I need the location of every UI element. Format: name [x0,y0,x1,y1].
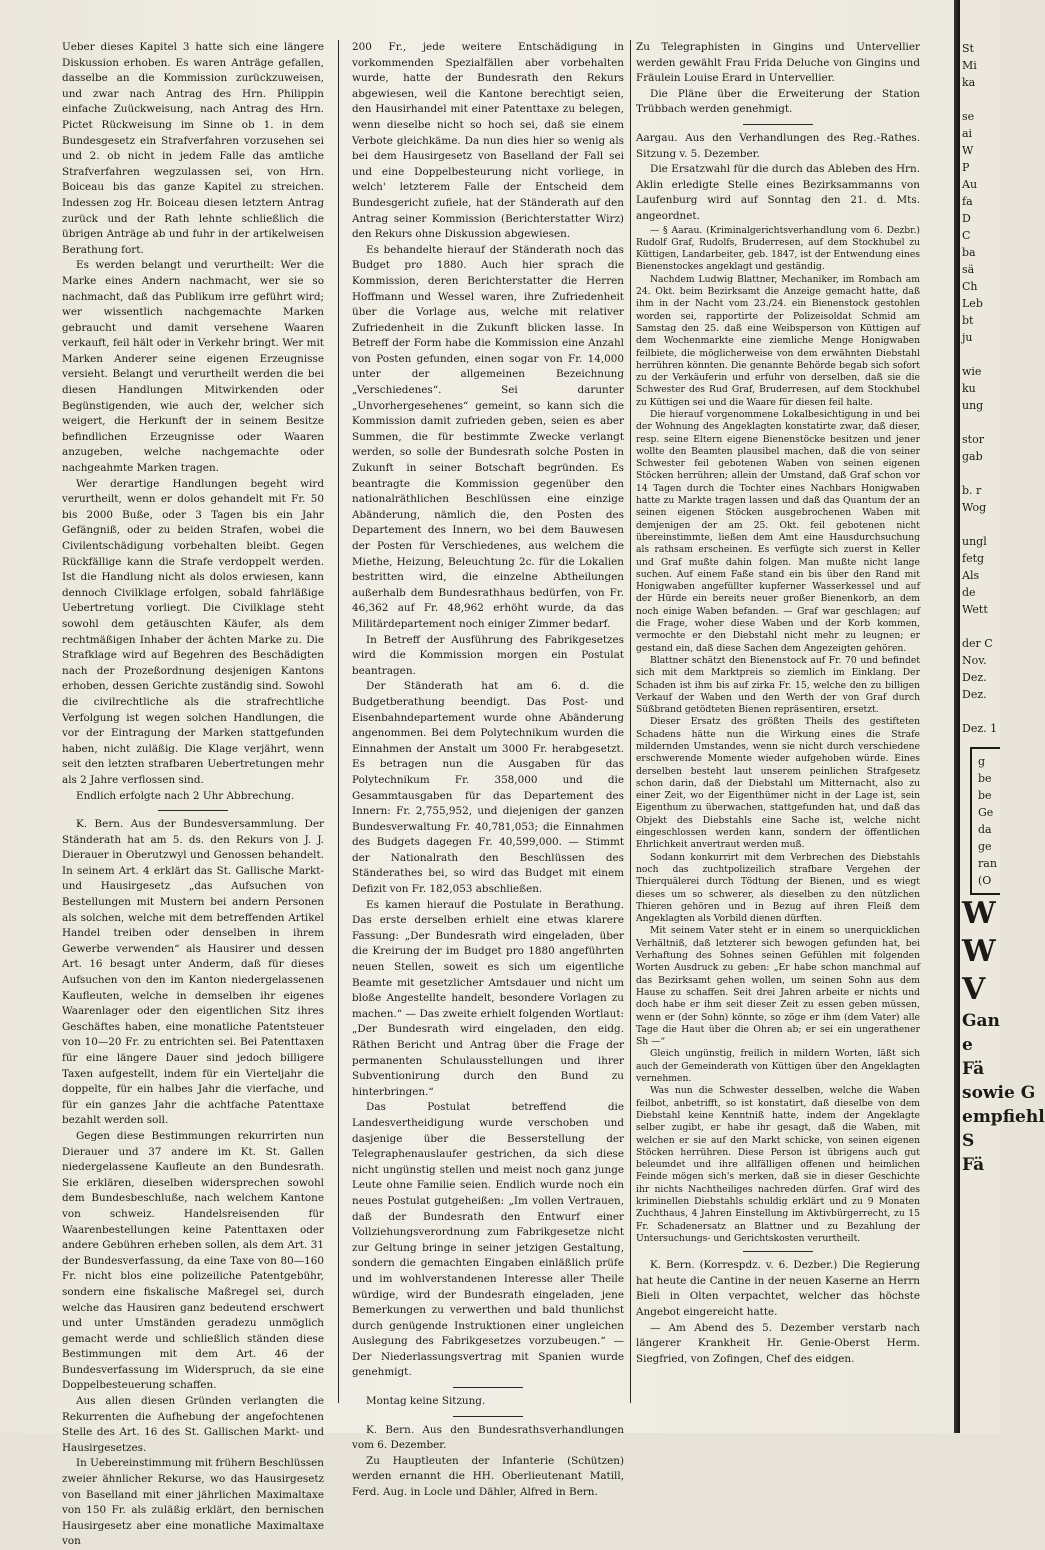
text-fragment: sä [962,263,975,276]
paragraph: Ueber dieses Kapitel 3 hatte sich eine längere Diskussion erhoben. Es waren Anträge gefallen, dasselbe an die Kommission zurückzuweisen, und zwar nach Antrag des Hrn. Philippin einfache Zuückweisung, nach Antrag des Hrn. Pictet Rückweisung im Sinne ob 1. in dem Bundesgesetz ein Strafverfahren vorzusehen sei und 2. ob nicht in jedem Falle das amtliche Strafverfahren wegzulassen sei, von Hrn. Boiceau bis das ganze Kapitel zu streichen. Indessen zog Hr. Boiceau diesen letztern Antrag zurück und der Rath lehnte schließlich die übrigen Anträge ab und fuhr in der artikelweisen Berathung fort. [62,41,324,256]
divider [453,1387,523,1388]
text-fragment: W [962,896,996,931]
text-fragment: be [978,789,992,802]
text-fragment: e [962,1035,973,1055]
aargau-item: Die Ersatzwahl für die durch das Ableben des Hrn. Aklin erledigte Stelle eines Bezirksammanns von Laufenburg wird auf Sonntag den 21. d. Mts. angeordnet. [636,163,920,222]
column-rule [630,40,631,1403]
text-fragment: g [978,755,986,768]
divider [453,1416,523,1417]
text-fragment: Mi [962,59,977,72]
column-2 [352,40,624,1501]
text-fragment [962,414,1000,431]
text-fragment: stor [962,433,984,446]
text-fragment [962,91,1000,108]
advert-box [970,747,1000,895]
text-fragment: ku [962,382,976,395]
paragraph: Zu Hauptleuten der Infanterie (Schützen) werden ernannt die HH. Oberlieutenant Matill, Ferd. Aug. in Locle und Dähler, Alfred in Bern. [352,1454,624,1499]
text-fragment: wie [962,365,982,378]
paragraph: Aus allen diesen Gründen verlangten die Rekurrenten die Aufhebung der angefochtenen Stelle des Art. 16 des St. Gallischen Markt- und Hausirgesetzes. [62,1395,324,1454]
text-fragment: Nov. [962,654,987,667]
aargau-heading: Aargau. Aus den Verhandlungen des Reg.-Rathes. Sitzung v. 5. Dezember. [636,131,920,160]
divider [158,810,228,811]
text-fragment: ge [978,840,992,853]
paragraph: Montag keine Sitzung. [366,1395,486,1408]
paragraph: Gleich ungünstig, freilich in mildern Worten, läßt sich auch der Gemeinderath von Küttigen über den Angeklagten vernehmen. [636,1048,920,1085]
paragraph: Es werden belangt und verurtheilt: Wer die Marke eines Andern nachmacht, wer sie so nachmacht, daß das Publikum irre geführt wird; wer wissentlich nachgemachte Marken gebraucht und damit versehene Waaren verkauft, feil hält oder in Verkehr bringt. Wer mit Marken Anderer seine eigenen Erzeugnisse versieht. Belangt und verurtheilt werden die bei diesen Handlungen Mitwirkenden oder Begünstigenden, wie auch der, welcher sich weigert, die Herkunft der in seinem Besitze befindlichen Erzeugnisse oder Waaren anzugeben, welche nachgemachte oder nachgeahmte Marken tragen. [62,259,324,475]
text-fragment: da [978,823,992,836]
paragraph: Gegen diese Bestimmungen rekurrirten nun Dierauer und 37 andere im Kt. St. Gallen niedergelassene Kaufleute an den Bundesrath. Sie erklären, dieselben widersprechen sowohl dem Bundesbeschluße, nach welchem Kantone von schweiz. Handelsreisenden für Waarenbestellungen keine Patenttaxen oder andere Gebühren erheben sollen, als dem Art. 31 der Bundesverfassung, da eine Taxe von 80—160 Fr. nicht blos eine polizeiliche Patentgebühr, sondern eine fiskalische Maßregel sei, durch welche das Hausiren ganz bedeutend erschwert und unter Umständen geradezu unmöglich gemacht werde und schließlich ständen diese Bestimmungen mit dem Art. 46 der Bundesverfassung im Widerspruch, da sie eine Doppelbesteuerung schaffen. [62,1129,324,1392]
text-fragment: ungl [962,535,987,548]
column-4-cropped [962,40,1045,1420]
paragraph: K. Bern. Aus den Bundesrathsverhandlungen vom 6. Dezember. [352,1423,624,1452]
paragraph: Nachdem Ludwig Blattner, Mechaniker, im Rombach am 24. Okt. beim Bezirksamt die Anzeige gemacht hatte, daß ihm in der Nacht vom 23./24. ein Bienenstock gestohlen worden sei, rapportirte der Polizeisoldat Schmid am Samstag den 25. daß eine Weibsperson von Küttigen auf dem Wochenmarkte eine ziemliche Menge Honigwaben feilbiete, die möglicherweise von dem erwähnten Diebstahl herrühren könnten. Die genannte Behörde begab sich sofort zu der Verkäuferin und erfuhr von derselben, daß sie die Schwester des Rud Graf, Bruderresen, auf dem Stockhubel zu Küttigen sei und die Waare für diesen feil halte. [636,273,920,408]
paragraph: Mit seinem Vater steht er in einem so unerquicklichen Verhältniß, daß letzterer sich bewogen gefunden hat, bei Verhaftung des Sohnes seinen Gefühlen mit folgenden Worten Ausdruck zu geben: „Er habe schon manchmal auf das Bezirksamt gehen wollen, um seinen Sohn aus dem Hause zu schaffen. Seit drei Jahren arbeite er nichts und doch habe er ihm seit dieser Zeit zu essen geben müssen, wenn er (der Sohn) könnte, so zöge er ihm (dem Vater) alle Tage die Haut über die Ohren ab; er sei ein ungerathener Sh —“ [636,925,920,1048]
text-fragment: C [962,229,971,242]
text-fragment: Dez. [962,688,987,701]
text-fragment: Fä [962,1155,985,1175]
paragraph: Der Ständerath hat am 6. d. die Budgetberathung beendigt. Das Post- und Eisenbahndepartement wurde ohne Abänderung angenommen. Bei dem Polytechnikum wurden die Einnahmen der Anstalt um 3000 Fr. herabgesetzt. Es betragen nun die Ausgaben für das Polytechnikum Fr. 358,000 und die Gesammtausgaben für das Departement des Innern: Fr. 2,755,952, und diejenigen der ganzen Bundesverwaltung Fr. 40,781,053; die Einnahmen des Budgets dagegen Fr. 40,599,000. — Stimmt der Nationalrath den Beschlüssen des Ständerathes bei, so wird das Budget mit einem Defizit von Fr. 182,053 abschließen. [352,680,624,896]
text-fragment: fetg [962,552,985,565]
text-fragment: Au [962,178,978,191]
text-fragment: ran [978,857,997,870]
paragraph: Es kamen hierauf die Postulate in Berathung. Das erste derselben erhielt eine etwas klarere Fassung: „Der Bundesrath wird eingeladen, über die Kreirung der im Budget pro 1880 angeführten neuen Stellen, soweit es sich um eigentliche Beamte mit gesetzlicher Amtsdauer und nicht um bloße Angestellte handelt, besondere Vorlagen zu machen.“ — Das zweite erhielt folgenden Wortlaut: „Der Bundesrath wird eingeladen, den eidg. Räthen Bericht und Antrag über die Frage der permanenten Schulausstellungen und ihrer Subventionirung durch den Bund zu hinterbringen.“ [352,898,624,1098]
column-rule [338,40,339,1403]
paragraph: Es behandelte hierauf der Ständerath noch das Budget pro 1880. Auch hier sprach die Kommission, deren Berichterstatter die Herren Hoffmann und Wessel waren, ihre Zufriedenheit über die Vorlage aus, welche mit relativer Zufriedenheit in die Zukunft blicken lasse. In Betreff der Form habe die Kommission eine Anzahl von Posten gefunden, einen sogar von Fr. 14,000 unter der allgemeinen Bezeichnung „Verschiedenes“. Sei darunter „Unvorhergesehenes“ gemeint, so kann sich die Kommission damit zufrieden geben, seien es aber Summen, die für bestimmte Zwecke verlangt werden, so solle der Bundesrath solche Posten in Zukunft in seiner Botschaft begründen. Es beantragte die Kommission gegenüber den nationalräthlichen Beschlüssen eine einzige Abänderung, nämlich die, den Posten des Departement des Innern, wo bei dem Bauwesen der Posten für Verschiedenes, aus welchem die Miethe, Heizung, Beleuchtung 2c. für die Lokalien bestritten wird, die einzelne Abtheilungen außerhalb dem Bundesrathhaus bedürfen, von Fr. 46,362 auf Fr. 48,962 erhöht wurde, da das Militärdepartement noch einiger Zimmer bedarf. [352,243,624,630]
text-fragment: St [962,42,974,55]
text-fragment: de [962,586,976,599]
text-fragment: Wog [962,501,987,514]
text-fragment: Fä [962,1059,985,1079]
text-fragment: Dez. [962,671,987,684]
text-fragment: Wett [962,603,988,616]
text-fragment: W [962,144,974,157]
paragraph: In Uebereinstimmung mit frühern Beschlüssen zweier ähnlicher Rekurse, wo das Hausirgesetz von Baselland mit einer jährlichen Maximaltaxe von 150 Fr. als zuläßig erklärt, den bernischen Hausirgesetz aber eine monatliche Maximaltaxe von [62,1457,324,1548]
text-fragment: P [962,161,970,174]
text-fragment: ka [962,76,976,89]
telegraph-item: Zu Telegraphisten in Gingins und Untervellier werden gewählt Frau Frida Deluche von Gingins und Fräulein Louise Erard in Untervellier. [636,41,920,85]
paragraph: Was nun die Schwester desselben, welche die Waben feilbot, anbetrifft, so ist konstatirt, daß dieselbe von dem Diebstahl keine Kenntniß hatte, indem der Angeklagte selber zugibt, er habe ihr gesagt, daß die Waben, mit welchen er sie auf den Markt schicke, von seinen eigenen Stöcken herrühren. Diese Person ist übrigens auch gut beleumdet und ihre allfälligen offenen und heimlichen Feinde mögen sich's merken, daß sie in dieser Geschichte ihr nichts Nachtheiliges nachreden dürfen. Graf wird des kriminellen Diebstahls schuldig erklärt und zu 9 Monaten Zuchthaus, 4 Jahren Einstellung im Aktivbürgerrecht, zu 15 Fr. Schadenersatz an Blattner und zu Bezahlung der Untersuchungs- und Gerichtskosten verurtheilt. [636,1085,920,1244]
text-fragment: se [962,110,975,123]
paragraph: 200 Fr., jede weitere Entschädigung in vorkommenden Spezialfällen aber vorbehalten wurde, hatte der Bundesrath den Rekurs abgewiesen, weil die Kantone berechtigt seien, den Hausirhandel mit einer Patenttaxe zu belegen, wenn dieselbe nicht so hoch sei, daß sie einem Verbote gleichkäme. Da nun dies hier so wenig als bei dem Hausirgesetz von Baselland der Fall sei und eine Doppelbesteurung nicht vorliege, in welch' letzterem Falle der Entscheid dem Bundesgericht zufiele, hat der Ständerath auf den Antrag seiner Kommission (Berichterstatter Wirz) den Rekurs ohne Diskussion abgewiesen. [352,41,624,241]
column-1 [62,40,324,1550]
paragraph: — § Aarau. (Kriminalgerichtsverhandlung vom 6. Dezbr.) Rudolf Graf, Rudolfs, Bruderresen, auf dem Stockhubel zu Küttigen, Landarbeiter, geb. 1847, ist der Entwendung eines Bienenstockes angeklagt und geständig. [636,224,920,273]
bern-item: K. Bern. (Korrespdz. v. 6. Dezber.) Die Regierung hat heute die Cantine in der neuen Kaserne an Herrn Bieli in Olten verpachtet, welcher das höchste Angebot eingereicht hatte. [636,1259,920,1318]
divider [743,124,813,125]
text-fragment: der C [962,637,993,650]
advert-tail [962,1009,1045,1177]
text-fragment: Ge [978,806,994,819]
bern-item-2: — Am Abend des 5. Dezember verstarb nach längerer Krankheit Hr. Genie-Oberst Herm. Siegfried, von Zofingen, Chef des eidgen. [636,1321,920,1365]
paragraph: Dieser Ersatz des größten Theils des gestifteten Schadens hätte nun die Wirkung eines die Strafe mildernden Umstandes, wenn sie nicht durch verschiedene erschwerende Momente wieder aufgehoben würde. Eines derselben besteht laut unserem peinlichen Strafgesetz schon darin, daß der Diebstahl um Mitternacht, also zu einer Zeit, wo der Eigenthümer nicht in der Lage ist, sein Eigenthum zu überwachen, stattgefunden hat, und daß das Objekt des Diebstahls eine Sache ist, welche nicht eingeschlossen werden kann, sondern der öffentlichen Ehrlichkeit anvertraut werden muß. [636,716,920,851]
paragraph: In Betreff der Ausführung des Fabrikgesetzes wird die Kommission morgen ein Postulat beantragen. [352,633,624,677]
paragraph: Die hierauf vorgenommene Lokalbesichtigung in und bei der Wohnung des Angeklagten konstatirte zwar, daß dieser, resp. seine Eltern eigene Bienenstöcke besitzen und jener wollte den Beamten plausibel machen, daß die von seiner Schwester feil gebotenen Waben von seinen eigenen Stöcken herrühren; allein der Umstand, daß Graf schon vor 14 Tagen durch die Tochter eines Nachbars Honigwaben hatte zu Markte tragen lassen und daß das Quantum der an seinen eigenen Stöcken ausgebrochenen Waben mit demjenigen der am 25. Okt. feil gebotenen nicht übereinstimmte, ließen dem Amt eine Hausdurchsuchung als rathsam erscheinen. Es verfügte sich zuerst in Keller und Graf mußte dahin folgen. Man mußte nicht lange suchen. Auf einem Faße stand ein bis über den Rand mit Honigwaben angefüllter kupferner Wasserkessel und auf der Hürde ein bereits neuer großer Bienenkorb, an dem noch einige Waben befanden. — Graf war geschlagen; auf die Frage, woher diese Waben und der Korb kommen, vermochte er den Diebstahl nicht mehr zu leugnen; er gestand ein, daß diese Sachen dem Angezeigten gehören. [636,408,920,654]
paragraph: Endlich erfolgte nach 2 Uhr Abbrechung. [76,789,295,802]
divider [743,1251,813,1252]
text-fragment: D [962,212,971,225]
text-fragment [962,465,1000,482]
text-fragment: sowie G [962,1083,1036,1103]
text-fragment: W [962,934,996,969]
text-fragment: Ch [962,280,978,293]
text-fragment: ju [962,331,973,344]
text-fragment: Leb [962,297,983,310]
text-fragment [962,516,1000,533]
text-fragment [962,346,1000,363]
text-fragment: V [962,972,986,1007]
text-fragment: Gan [962,1011,1000,1031]
text-fragment: empfiehl [962,1107,1045,1127]
paragraph: Blattner schätzt den Bienenstock auf Fr. 70 und befindet sich mit dem Marktpreis so ziemlich im Einklang. Der Schaden ist ihm bis auf zirka Fr. 15, welche den zu billigen Verkauf der Waben und den Werth der von Graf durch Süßbrand getödteten Bienen repräsentiren, ersetzt. [636,654,920,716]
paragraph: K. Bern. Aus der Bundesversammlung. Der Ständerath hat am 5. ds. den Rekurs von J. J. Dierauer in Oberutzwyl und Genossen behandelt. In seinem Art. 4 erklärt das St. Gallische Markt- und Hausirgesetz „das Aufsuchen von Bestellungen mit Mustern bei andern Personen als solchen, welche mit dem betreffenden Artikel Handel treiben oder denselben in ihrem Gewerbe verwenden“ als Hausirer und dessen Art. 16 besagt unter Anderm, daß für dieses Aufsuchen von den im Kanton niedergelassenen Kaufleuten, welche in demselben ihr eigenes Waarenlager oder den eigentlichen Sitz ihres Geschäftes haben, eine monatliche Patentsteuer von 10—20 Fr. zu entrichten sei. Bei Patenttaxen für eine längere Dauer sind jedoch billigere Taxen aufgestellt, indem für ein Vierteljahr die doppelte, für ein halbes Jahr die vierfache, und für ein ganzes Jahr die achtfache Patenttaxe bezahlt werden soll. [62,818,324,1127]
page-edge [954,0,960,1433]
text-fragment: ba [962,246,976,259]
text-fragment: bt [962,314,974,327]
text-fragment: fa [962,195,973,208]
text-fragment: b. r [962,484,982,497]
text-fragment: gab [962,450,983,463]
text-fragment [962,618,1000,635]
column-3 [636,40,920,1367]
text-fragment: Als [962,569,980,582]
text-fragment: Dez. 1 [962,722,998,735]
paragraph: Sodann konkurrirt mit dem Verbrechen des Diebstahls noch das zuchtpolizeilich strafbare Vergehen der Thierquälerei durch Tödtung der Bienen, und es wiegt dieses um so schwerer, als dieselben zu den nützlichen Thieren gehören und in Bezug auf ihren Fleiß dem Angeklagten als Vorbild dienen dürften. [636,851,920,925]
court-report [636,225,920,1246]
paragraph: Das Postulat betreffend die Landesvertheidigung wurde verschoben und dasjenige über die Besserstellung der Telegraphenauslaufer gestrichen, da sich diese nicht ungünstig stellen und meist noch ganz junge Leute ohne Familie seien. Endlich wurde noch ein neues Postulat gutgeheißen: „Im vollen Vertrauen, daß der Bundesrath den Entwurf einer Vollziehungsverordnung zum Fabrikgesetze nicht zur Geltung bringe in seiner jetzigen Gestaltung, sondern die gemachten Eingaben einläßlich prüfe und im wohlverstandenen Interesse aller Theile würdige, wird der Bundesrath eingeladen, jene Bemerkungen zu verwerthen und bald thunlichst durch genügende Instruktionen einer ungleichen Auslegung des Fabrikgesetzes vorzubeugen.“ — Der Niederlassungsvertrag mit Spanien wurde genehmigt. [352,1101,624,1379]
text-fragment: S [962,1131,975,1151]
text-fragment: be [978,772,992,785]
text-fragment: (O [978,874,992,887]
paragraph: Wer derartige Handlungen begeht wird verurtheilt, wenn er dolos gehandelt mit Fr. 50 bis 2000 Buße, oder 3 Tagen bis ein Jahr Gefängniß, oder zu beiden Strafen, wobei die Civilentschädigung vorbehalten bleibt. Gegen Rückfällige kann die Strafe verdoppelt werden. Ist die Handlung nicht als dolos erwiesen, kann dennoch Civilklage erfolgen, sobald fahrläßige Uebertretung vorliegt. Die Civilklage steht sowohl dem getäuschten Käufer, als dem rechtmäßigen Inhaber der ächten Marke zu. Die Strafklage wird auf Begehren des Beschädigten nach der Prozeßordnung desjenigen Kantons erhoben, dessen Gerichte zuständig sind. Sowohl die civilrechtliche als die strafrechtliche Verfolgung ist wegen solchen Handlungen, die vor der Eintragung der Marken stattgefunden haben, nicht zuläßig. Die Klage verjährt, wenn seit den letzten strafbaren Uebertretungen mehr als 2 Jahre verflossen sind. [62,477,324,786]
station-item: Die Pläne über die Erweiterung der Station Trübbach werden genehmigt. [636,87,920,116]
advert-heading [962,895,1000,1009]
text-fragment: ung [962,399,984,412]
text-fragment: ai [962,127,973,140]
text-fragment [962,703,1000,720]
cropped-fragments [962,40,1000,737]
